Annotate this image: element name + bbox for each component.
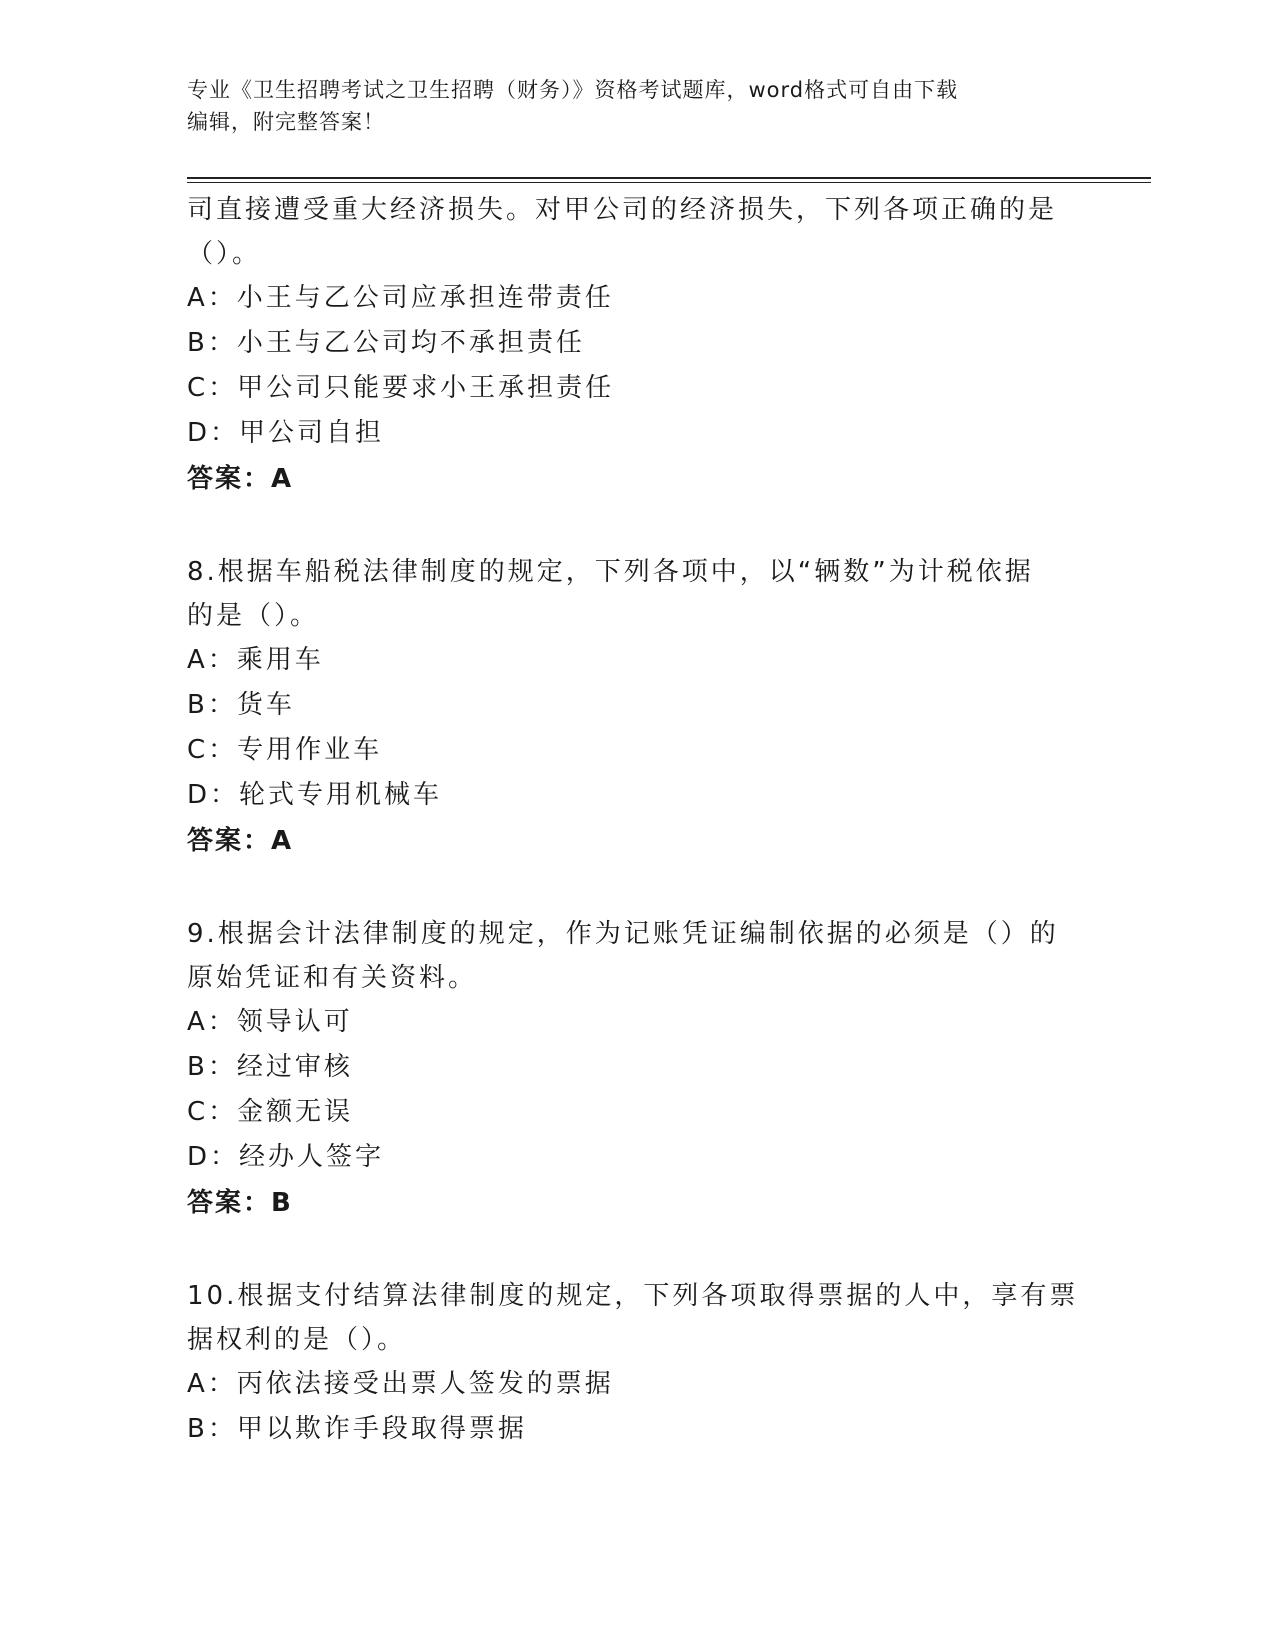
option-b: B：小王与乙公司均不承担责任	[187, 328, 585, 358]
option-c: C：专用作业车	[187, 735, 383, 765]
option-c: C：金额无误	[187, 1097, 354, 1127]
option-b: B：经过审核	[187, 1052, 353, 1082]
option-a: A：小王与乙公司应承担连带责任	[187, 283, 614, 313]
question-9	[187, 912, 1087, 1226]
answer: 答案：A	[187, 826, 294, 856]
option-a: A：乘用车	[187, 645, 324, 675]
question-stem-line: 9.根据会计法律制度的规定，作为记账凭证编制依据的必须是（）的	[187, 919, 1059, 949]
document-header	[187, 74, 1067, 138]
answer: 答案：A	[187, 464, 294, 494]
header-divider-thick	[187, 177, 1151, 179]
option-a: A：丙依法接受出票人签发的票据	[187, 1369, 614, 1399]
header-line-2: 编辑，附完整答案！	[187, 110, 385, 134]
option-d: D：甲公司自担	[187, 418, 385, 448]
option-b: B：甲以欺诈手段取得票据	[187, 1414, 527, 1444]
option-c: C：甲公司只能要求小王承担责任	[187, 373, 615, 403]
question-stem-line: 的是（）。	[187, 601, 320, 631]
option-d: D：轮式专用机械车	[187, 780, 443, 810]
option-d: D：经办人签字	[187, 1142, 385, 1172]
header-divider-thin	[187, 182, 1151, 183]
question-stem-line: （）。	[187, 239, 262, 269]
answer: 答案：B	[187, 1188, 293, 1218]
question-10	[187, 1274, 1087, 1452]
question-list	[187, 188, 1087, 1452]
header-line-1: 专业《卫生招聘考试之卫生招聘（财务）》资格考试题库，word格式可自由下载	[187, 78, 959, 102]
option-b: B：货车	[187, 690, 295, 720]
question-8	[187, 550, 1087, 864]
option-a: A：领导认可	[187, 1007, 353, 1037]
question-stem-line: 原始凭证和有关资料。	[187, 963, 478, 993]
question-stem-line: 10.根据支付结算法律制度的规定，下列各项取得票据的人中，享有票	[187, 1281, 1079, 1311]
question-stem-line: 据权利的是（）。	[187, 1325, 407, 1355]
question-stem-line: 8.根据车船税法律制度的规定，下列各项中，以“辆数”为计税依据	[187, 557, 1034, 587]
question-7	[187, 188, 1087, 502]
question-stem-line: 司直接遭受重大经济损失。对甲公司的经济损失，下列各项正确的是	[187, 195, 1058, 225]
